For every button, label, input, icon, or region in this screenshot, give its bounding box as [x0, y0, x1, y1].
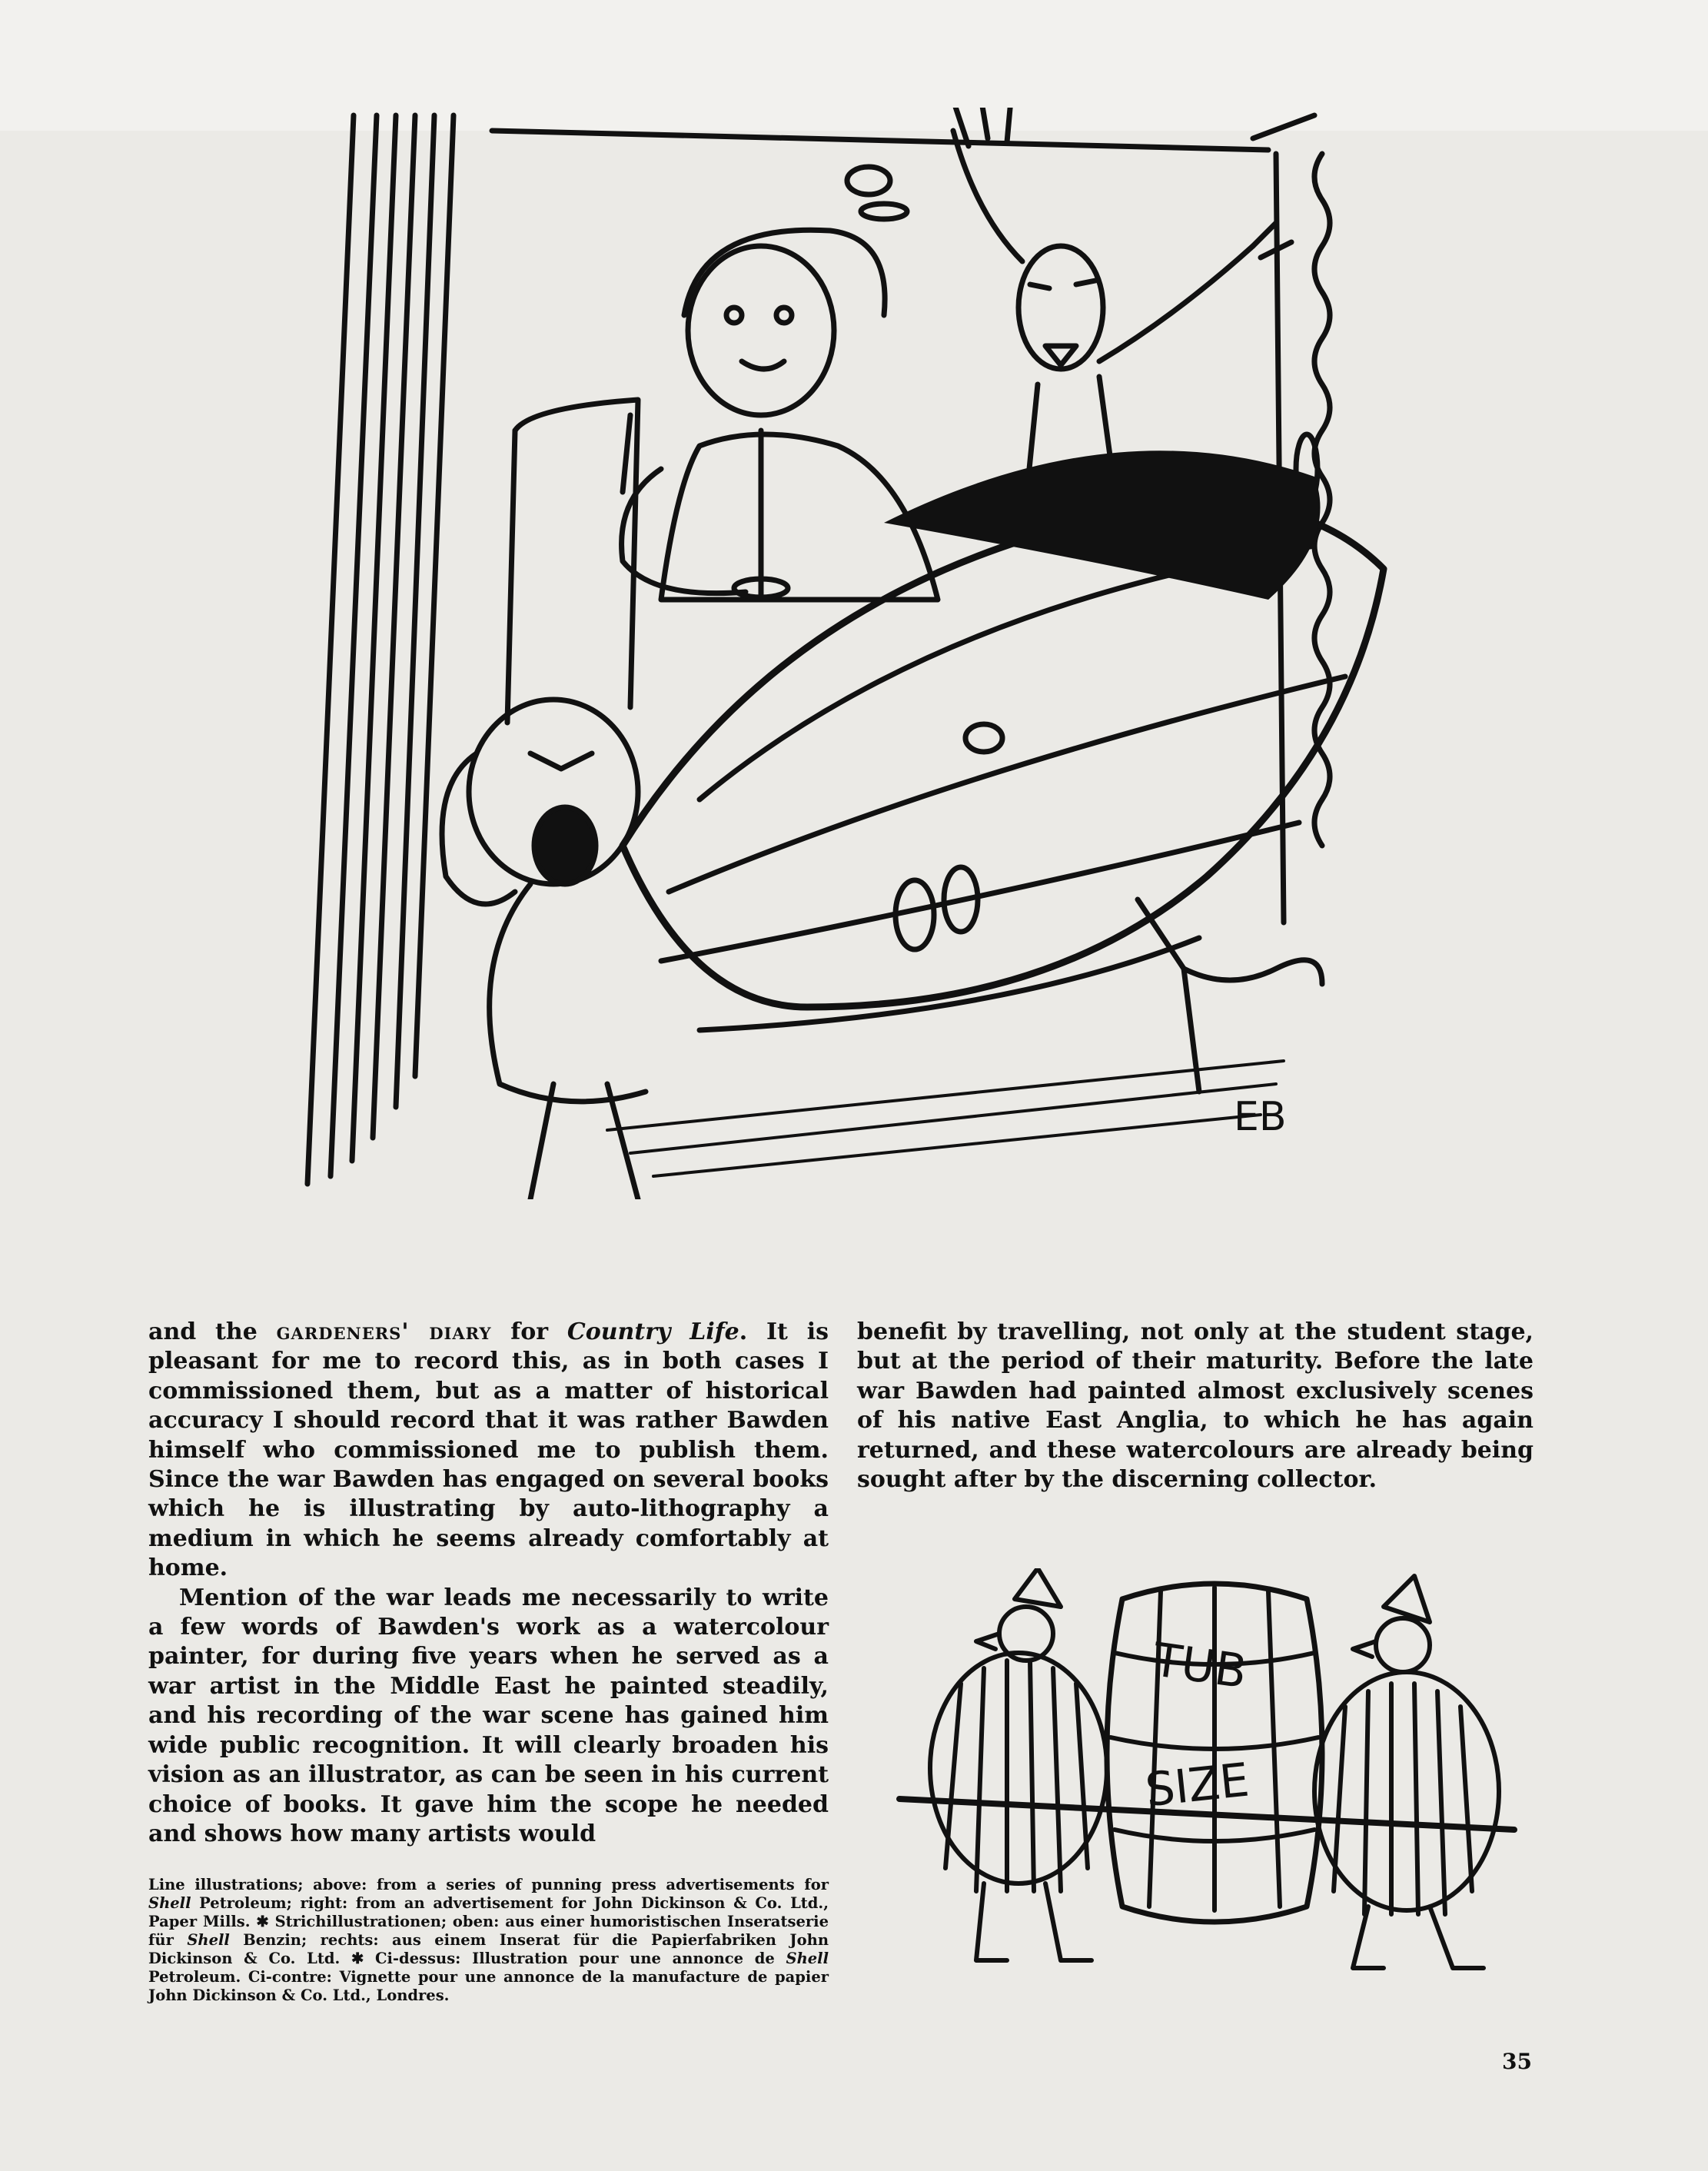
text-segment: . It is pleasant for me to record this, as in both cases I commissioned them, but as a matter of historical accuracy I should record that it was rather Bawden himself who commissioned me to publish them. Since the war Bawden has engaged on several books which he is illustrating by auto-lithography a medium in which he seems already comfortably at home. [148, 1318, 829, 1582]
caption-segment: Petroleum. Ci-contre: Vignette pour une annonce de la manufacture de papier John Dickinson & Co. Ltd., Londres. [148, 1968, 829, 2004]
paragraph-left-2: Mention of the war leads me necessarily to write a few words of Bawden's work as a watercolour painter, for during five years when he served as a war artist in the Middle East he painted steadily, and his recording of the war scene has gained him wide public recognition. It will clearly broaden his vision as an illustrator, as can be seen in his current choice of books. It gave him the scope he needed and shows how many artists would [148, 1584, 829, 1847]
magazine-title-italic: Country Life [567, 1318, 739, 1345]
caption-brand-italic: Shell [148, 1894, 191, 1912]
caption-segment: Benzin; rechts: aus einem Inserat für die Papierfabriken John Dickinson & Co. Ltd. ✱ Ci-dessus: Illustration pour une annonce de [148, 1931, 829, 1967]
publication-name-small-caps: gardeners' diary [276, 1318, 492, 1345]
illustration-signature: EB [1234, 1094, 1287, 1140]
page-number: 35 [1502, 2049, 1532, 2074]
caption-segment: Line illustrations; above: from a series of punning press advertisements for [148, 1876, 829, 1893]
paragraph-right-1: benefit by travelling, not only at the student stage, but at the period of their maturity. Before the late war Bawden had painted almost exclusively scenes of his native East Anglia, to which he has again returned, and these watercolours are already being sought after by the discerning collector. [857, 1318, 1534, 1494]
text-segment: for [491, 1318, 567, 1345]
body-column-right [857, 1318, 1534, 1494]
barrel-label-line-2: SIZE [1142, 1753, 1252, 1818]
illustration-caption [148, 1876, 829, 2005]
caption-segment: Petroleum; right: from an advertisement for John Dickinson & Co. Ltd., Paper Mills. ✱ Strichillustrationen; oben: aus einer humoristischen Inseratserie für [148, 1894, 829, 1949]
paragraph-left-1 [148, 1318, 829, 1584]
text-segment: and the [148, 1318, 277, 1345]
barrel-label-line-1: TUB [1149, 1633, 1251, 1700]
caption-brand-italic: Shell [786, 1950, 829, 1967]
bottom-illustration-barrel-carriers [892, 1568, 1522, 1999]
top-illustration-cartoon [300, 108, 1391, 1199]
caption-brand-italic: Shell [187, 1931, 230, 1949]
body-column-left [148, 1318, 829, 1849]
